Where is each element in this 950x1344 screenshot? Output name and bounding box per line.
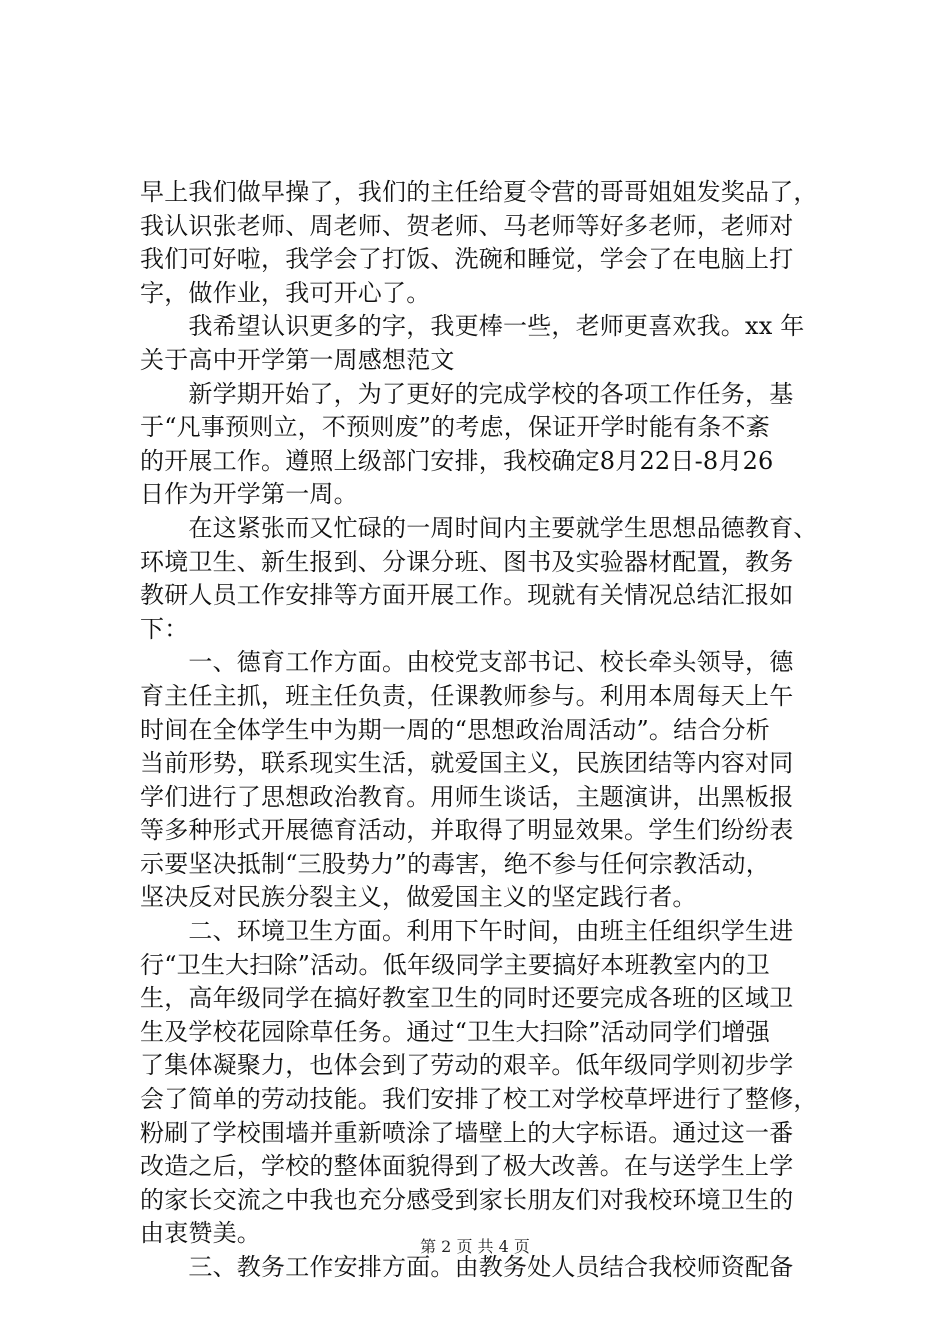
- text-line: 我认识张老师、周老师、贺老师、马老师等好多老师，老师对: [140, 211, 794, 240]
- text-line: 环境卫生、新生报到、分课分班、图书及实验器材配置，教务: [140, 547, 794, 576]
- text-line: 下：: [140, 614, 189, 643]
- text-line: 学们进行了思想政治教育。用师生谈话，主题演讲，出黑板报: [140, 782, 794, 811]
- text-line: 坚决反对民族分裂主义，做爱国主义的坚定践行者。: [140, 883, 697, 912]
- body-text: [140, 176, 840, 1285]
- text-line: 三、教务工作安排方面。由教务处人员结合我校师资配备: [140, 1253, 794, 1281]
- text-line: 在这紧张而又忙碌的一周时间内主要就学生思想品德教育、: [140, 513, 818, 542]
- text-line: 的家长交流之中我也充分感受到家长朋友们对我校环境卫生的: [140, 1185, 794, 1214]
- text-line: 示要坚决抵制“三股势力”的毒害，绝不参与任何宗教活动，: [140, 849, 770, 878]
- text-line: 我希望认识更多的字，我更棒一些，老师更喜欢我。xx 年: [140, 312, 805, 341]
- text-line: 字，做作业，我可开心了。: [140, 278, 431, 307]
- text-line: 由衷赞美。: [140, 1219, 261, 1248]
- text-line: 关于高中开学第一周感想范文: [140, 345, 455, 374]
- text-line: 二、环境卫生方面。利用下午时间，由班主任组织学生进: [140, 917, 794, 946]
- page-footer: 第 2 页 共 4 页: [420, 1237, 530, 1256]
- text-line: 生，高年级同学在搞好教室卫生的同时还要完成各班的区域卫: [140, 984, 794, 1013]
- text-line: 生及学校花园除草任务。通过“卫生大扫除”活动同学们增强: [140, 1017, 770, 1046]
- text-line: 早上我们做早操了，我们的主任给夏令营的哥哥姐姐发奖品了，: [140, 178, 818, 206]
- text-line: 教研人员工作安排等方面开展工作。现就有关情况总结汇报如: [140, 581, 794, 610]
- text-line: 了集体凝聚力，也体会到了劳动的艰辛。低年级同学则初步学: [140, 1051, 794, 1080]
- text-line: 改造之后，学校的整体面貌得到了极大改善。在与送学生上学: [140, 1152, 794, 1181]
- text-line: 于“凡事预则立，不预则废”的考虑，保证开学时能有条不紊: [140, 413, 770, 442]
- text-line: 日作为开学第一周。: [140, 480, 358, 509]
- text-line: 行“卫生大扫除”活动。低年级同学主要搞好本班教室内的卫: [140, 950, 770, 979]
- text-line: 会了简单的劳动技能。我们安排了校工对学校草坪进行了整修，: [140, 1085, 818, 1114]
- text-line: 新学期开始了，为了更好的完成学校的各项工作任务，基: [140, 379, 794, 408]
- text-line: 当前形势，联系现实生活，就爱国主义，民族团结等内容对同: [140, 749, 794, 778]
- text-line: 我们可好啦，我学会了打饭、洗碗和睡觉，学会了在电脑上打: [140, 245, 794, 274]
- text-line: 的开展工作。遵照上级部门安排，我校确定8月22日-8月26: [140, 446, 774, 475]
- text-line: 粉刷了学校围墙并重新喷涂了墙壁上的大字标语。通过这一番: [140, 1118, 794, 1147]
- text-line: 等多种形式开展德育活动，并取得了明显效果。学生们纷纷表: [140, 816, 794, 845]
- text-line: 育主任主抓，班主任负责，任课教师参与。利用本周每天上午: [140, 681, 794, 710]
- text-line: 时间在全体学生中为期一周的“思想政治周活动”。结合分析: [140, 715, 770, 744]
- text-line: 一、德育工作方面。由校党支部书记、校长牵头领导，德: [140, 648, 794, 677]
